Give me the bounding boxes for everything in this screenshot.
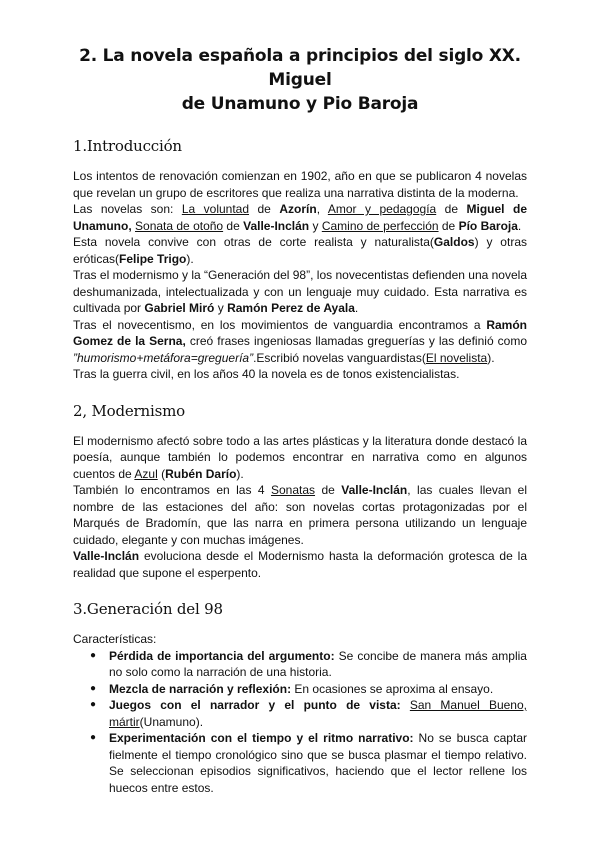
work-title: Sonata de otoño [135, 218, 224, 233]
work-title: La voluntad [181, 202, 250, 216]
work-title: El novelista [425, 350, 488, 365]
list-item: ● Juegos con el narrador y el punto de vista: San Manuel Bueno, mártir(Unamuno). [90, 698, 527, 729]
bullet-icon: ● [90, 699, 97, 710]
bullet-icon: ● [90, 732, 97, 743]
document-page [73, 44, 527, 796]
title-line-1: 2. La novela española a principios del siglo XX. Miguel [79, 46, 521, 90]
paragraph: Las novelas son: La voluntad de Azorín, Amor y pedagogía de Miguel de Unamuno, Sonata de otoño de Valle-Inclán y Camino de perfección de Pío Baroja. [73, 202, 527, 233]
work-title: Azul [134, 466, 158, 481]
work-title: Camino de perfección [321, 218, 439, 233]
section-heading-introduccion: 1.Introducción [73, 137, 182, 155]
author-name: Azorín [279, 202, 317, 216]
paragraph: El modernismo afectó sobre todo a las artes plásticas y la literatura donde destacó la poesía, aunque también lo podemos encontrar en narrativa como en algunos cuentos de Azul (Rubén Darío). [73, 433, 527, 481]
page-title [69, 44, 531, 116]
bullet-icon: ● [90, 682, 97, 694]
author-name: Ramón Perez de Ayala [227, 301, 355, 315]
bullet-icon: ● [90, 649, 97, 661]
paragraph: Tras la guerra civil, en los años 40 la novela es de tonos existencialistas. [73, 367, 460, 381]
work-title: Sonatas [270, 483, 316, 497]
paragraph: Tras el novecentismo, en los movimientos de vanguardia encontramos a Ramón Gomez de la Serna, creó frases ingeniosas llamadas greguerías y las definió como ”humorismo+metáfora=greguería”.Escribió novelas vanguardistas(El novelista). [73, 317, 527, 365]
paragraph: Esta novela convive con otras de corte realista y naturalista(Galdos) y otras eróticas(Felipe Trigo). [73, 235, 527, 266]
author-name: Felipe Trigo [119, 251, 187, 266]
paragraph: Los intentos de renovación comienzan en 1902, año en que se publicaron 4 novelas que revelan un grupo de escritores que realiza una narrativa distinta de la moderna. [73, 169, 527, 200]
list-item: ● Experimentación con el tiempo y el ritmo narrativo: No se busca captar fielmente el tiempo cronológico sino que se busca plasmar el tiempo relativo. Se seleccionan episodios significativos, haciendo que el lector rellene los huecos entre estos. [90, 731, 527, 795]
list-item: ● Mezcla de narración y reflexión: En ocasiones se aproxima al ensayo. [90, 681, 494, 696]
list-item: ● Pérdida de importancia del argumento: Se concibe de manera más amplia no solo como la narración de una historia. [90, 648, 527, 679]
author-name: Valle-Inclán [73, 549, 140, 563]
author-name: Gabriel Miró [144, 301, 215, 315]
list-intro: Características: [73, 632, 157, 646]
title-line-2: de Unamuno y Pio Baroja [181, 94, 419, 114]
author-name: Valle-Inclán [243, 218, 310, 233]
paragraph: Tras el modernismo y la “Generación del 98”, los novecentistas defienden una novela deshumanizada, intelectualizada y con un lenguaje muy cuidado. Esta narrativa es cultivada por Gabriel Miró y Ramón Perez de Ayala. [73, 268, 527, 315]
author-name: Pío Baroja [458, 218, 518, 233]
quote: ”humorismo+metáfora=greguería” [73, 350, 254, 365]
paragraph: También lo encontramos en las 4 Sonatas de Valle-Inclán, las cuales llevan el nombre de las estaciones del año: son novelas cortas protagonizadas por el Marqués de Bradomín, que las narra en primera persona utilizando un lenguaje cuidado, elegante y con muchas imágenes. [73, 483, 528, 547]
section-heading-generacion-98: 3.Generación del 98 [73, 600, 223, 618]
section-heading-modernismo: 2, Modernismo [73, 401, 185, 420]
author-name: Galdos [433, 235, 475, 249]
work-title: San Manuel Bueno, mártir [109, 698, 527, 729]
author-name: Miguel de Unamuno, [73, 202, 527, 233]
author-name: Rubén Darío [165, 466, 237, 481]
characteristics-list [73, 648, 527, 797]
work-title: Amor y pedagogía [327, 202, 437, 216]
paragraph: Valle-Inclán evoluciona desde el Modernismo hasta la deformación grotesca de la realidad que supone el esperpento. [73, 549, 527, 580]
author-name: Valle-Inclán [341, 483, 408, 497]
author-name: Ramón Gomez de la Serna, [73, 317, 527, 348]
